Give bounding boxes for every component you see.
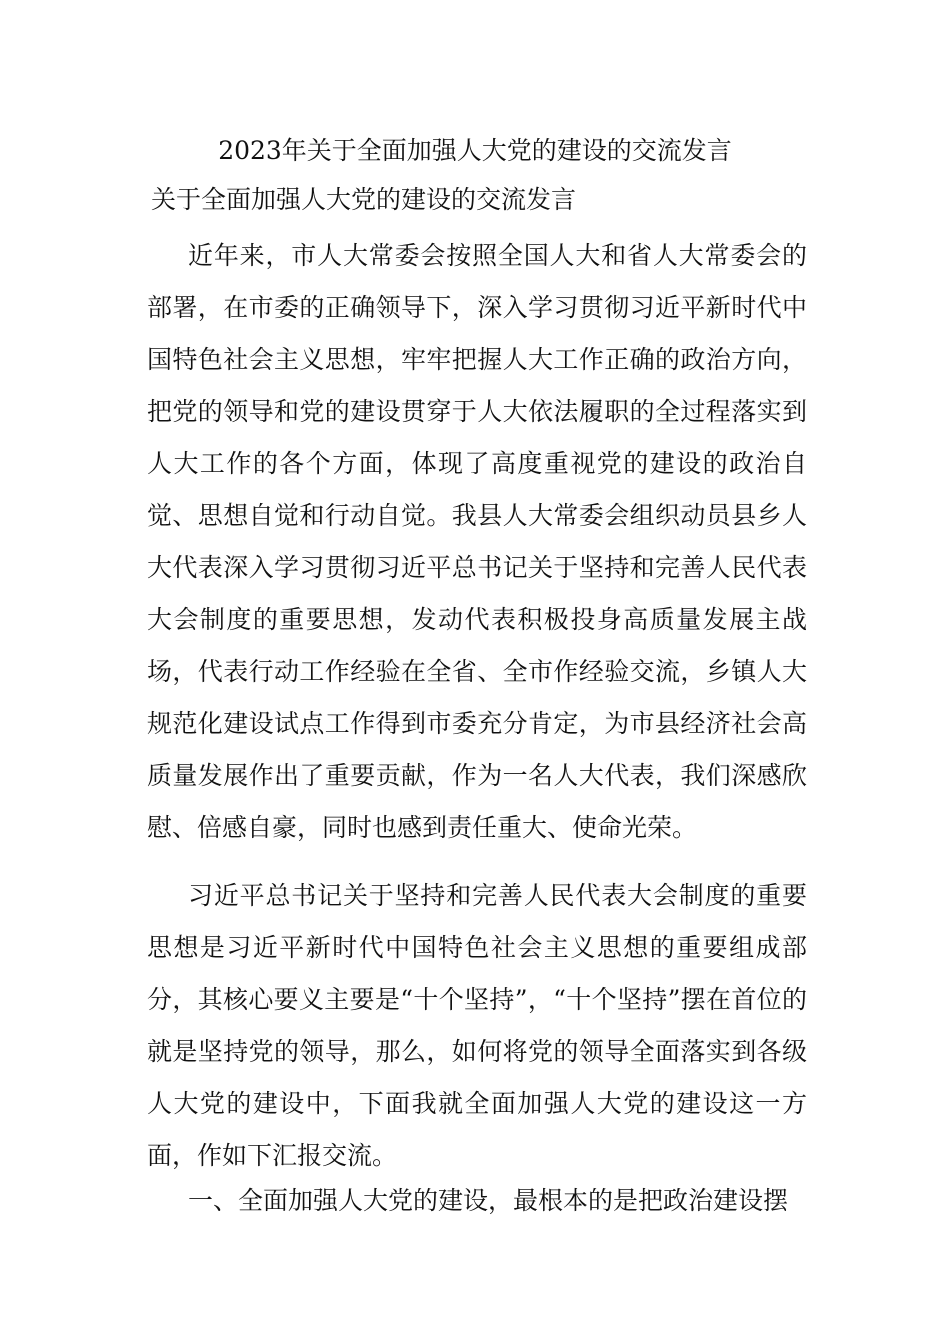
paragraph-1-block	[147, 230, 807, 854]
paragraph: 一、全面加强人大党的建设，最根本的是把政治建设摆	[188, 1186, 789, 1215]
document-title: 2023年关于全面加强人大党的建设的交流发言	[218, 136, 732, 165]
paragraph: 近年来，市人大常委会按照全国人大和省人大常委会的部署，在市委的正确领导下，深入学习贯彻习近平新时代中国特色社会主义思想，牢牢把握人大工作正确的政治方向，把党的领导和党的建设贯穿于人大依法履职的全过程落实到人大工作的各个方面，体现了高度重视党的建设的政治自觉、思想自觉和行动自觉。我县人大常委会组织动员县乡人大代表深入学习贯彻习近平总书记关于坚持和完善人民代表大会制度的重要思想，发动代表积极投身高质量发展主战场，代表行动工作经验在全省、全市作经验交流，乡镇人大规范化建设试点工作得到市委充分肯定，为市县经济社会高质量发展作出了重要贡献，作为一名人大代表，我们深感欣慰、倍感自豪，同时也感到责任重大、使命光荣。	[147, 241, 807, 842]
paragraph-3-block	[147, 1175, 807, 1227]
paragraph-2-block	[147, 870, 807, 1182]
document-subtitle: 关于全面加强人大党的建设的交流发言	[151, 185, 577, 214]
paragraph: 习近平总书记关于坚持和完善人民代表大会制度的重要思想是习近平新时代中国特色社会主义思想的重要组成部分，其核心要义主要是“十个坚持”，“十个坚持”摆在首位的就是坚持党的领导，那么，如何将党的领导全面落实到各级人大党的建设中，下面我就全面加强人大党的建设这一方面，作如下汇报交流。	[147, 881, 807, 1170]
